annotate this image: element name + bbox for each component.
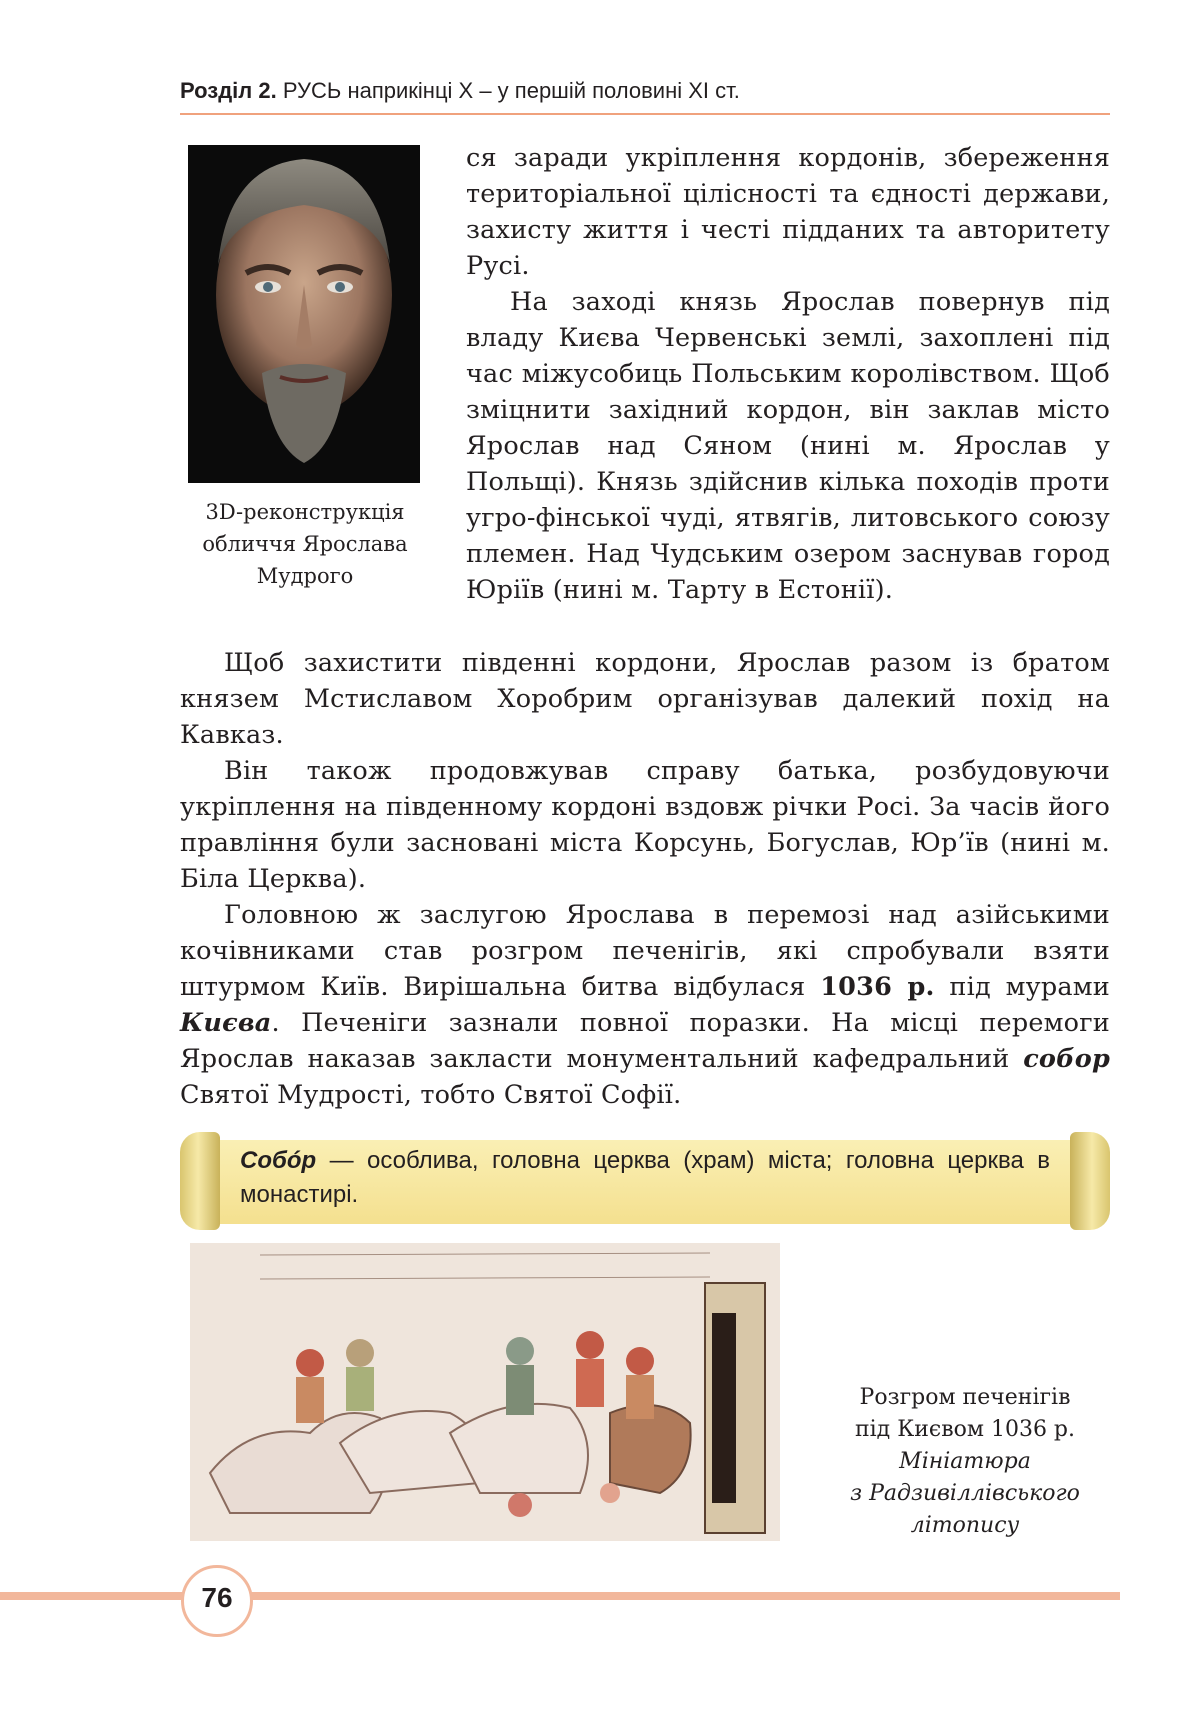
paragraph-5-part-b: під мурами (934, 972, 1110, 1002)
definition-body: — особлива, головна церква (храм) міста; головна церква в монастирі. (240, 1147, 1050, 1208)
miniature-caption-line-3: Мініатюра (899, 1449, 1031, 1474)
miniature-caption-line-1: Розгром печенігів (859, 1385, 1071, 1410)
portrait-image (188, 145, 420, 483)
page-number: 76 (201, 1582, 233, 1613)
battle-year: 1036 р. (820, 972, 935, 1002)
paragraph-5-part-a: Головною ж заслугою Ярослава в перемозі над азійськими кочівниками став розгром печенігів, які спробували взяти штурмом Київ. Вирішальна битва відбулася (180, 900, 1110, 1002)
running-header (180, 78, 1110, 104)
miniature-caption (820, 1382, 1110, 1542)
kyiv-term: Києва (180, 1008, 272, 1038)
text-column-full (180, 645, 1110, 1113)
scroll-roll-right (1070, 1132, 1110, 1230)
battle-miniature-illustration (190, 1243, 780, 1541)
scroll-roll-left (180, 1132, 220, 1230)
definition-scroll (180, 1132, 1110, 1230)
header-rule (180, 113, 1110, 115)
sobor-term: собор (1023, 1044, 1110, 1074)
portrait-caption: 3D-реконструкція обличчя Ярослава Мудрого (202, 500, 408, 588)
paragraph-2: На заході князь Ярослав повернув під владу Києва Червенські землі, захоплені під час міжусобиць Польським королівством. Щоб зміцнити західний кордон, він заклав місто Ярослав над Сяном (нині м. Ярослав у Польщі). Князь здійснив кілька походів проти угро-фінської чуді, ятвягів, литовського союзу племен. Над Чудським озером заснував город Юріїв (нині м. Тарту в Естонії). (466, 287, 1110, 605)
definition-term: Собóр (240, 1147, 317, 1174)
paragraph-5 (180, 897, 1110, 1113)
header-section: Розділ 2. (180, 78, 277, 103)
chronicle-miniature-image (190, 1243, 780, 1541)
paragraph-1: ся заради укріплення кордонів, збереження територіальної цілісності та єдності держави, захисту життя і честі підданих та авторитету Русі. (466, 143, 1110, 281)
paragraph-5-part-c: . Печеніги зазнали повної поразки. На місці перемоги Ярослав наказав закласти монументальний кафедральний (180, 1008, 1110, 1074)
miniature-caption-line-2: під Києвом 1036 р. (854, 1417, 1076, 1442)
text-column-right (466, 140, 1110, 608)
paragraph-4: Він також продовжував справу батька, розбудовуючи укріплення на південному кордоні вздовж річки Росі. За часів його правління були засновані міста Корсунь, Богуслав, Юр’їв (нині м. Біла Церква). (180, 756, 1110, 894)
footer-bar (0, 1592, 1120, 1600)
miniature-caption-line-4: з Радзивіллівського (850, 1481, 1080, 1506)
face-reconstruction-illustration (188, 145, 420, 483)
definition-text (240, 1144, 1050, 1212)
paragraph-3: Щоб захистити південні кордони, Ярослав разом із братом князем Мстиславом Хоробрим організував далекий похід на Кавказ. (180, 648, 1110, 750)
header-title: РУСЬ наприкінці X – у першій половині XI ст. (282, 78, 740, 103)
paragraph-5-part-d: Святої Мудрості, тобто Святої Софії. (180, 1080, 682, 1110)
miniature-caption-line-5: літопису (910, 1513, 1020, 1538)
